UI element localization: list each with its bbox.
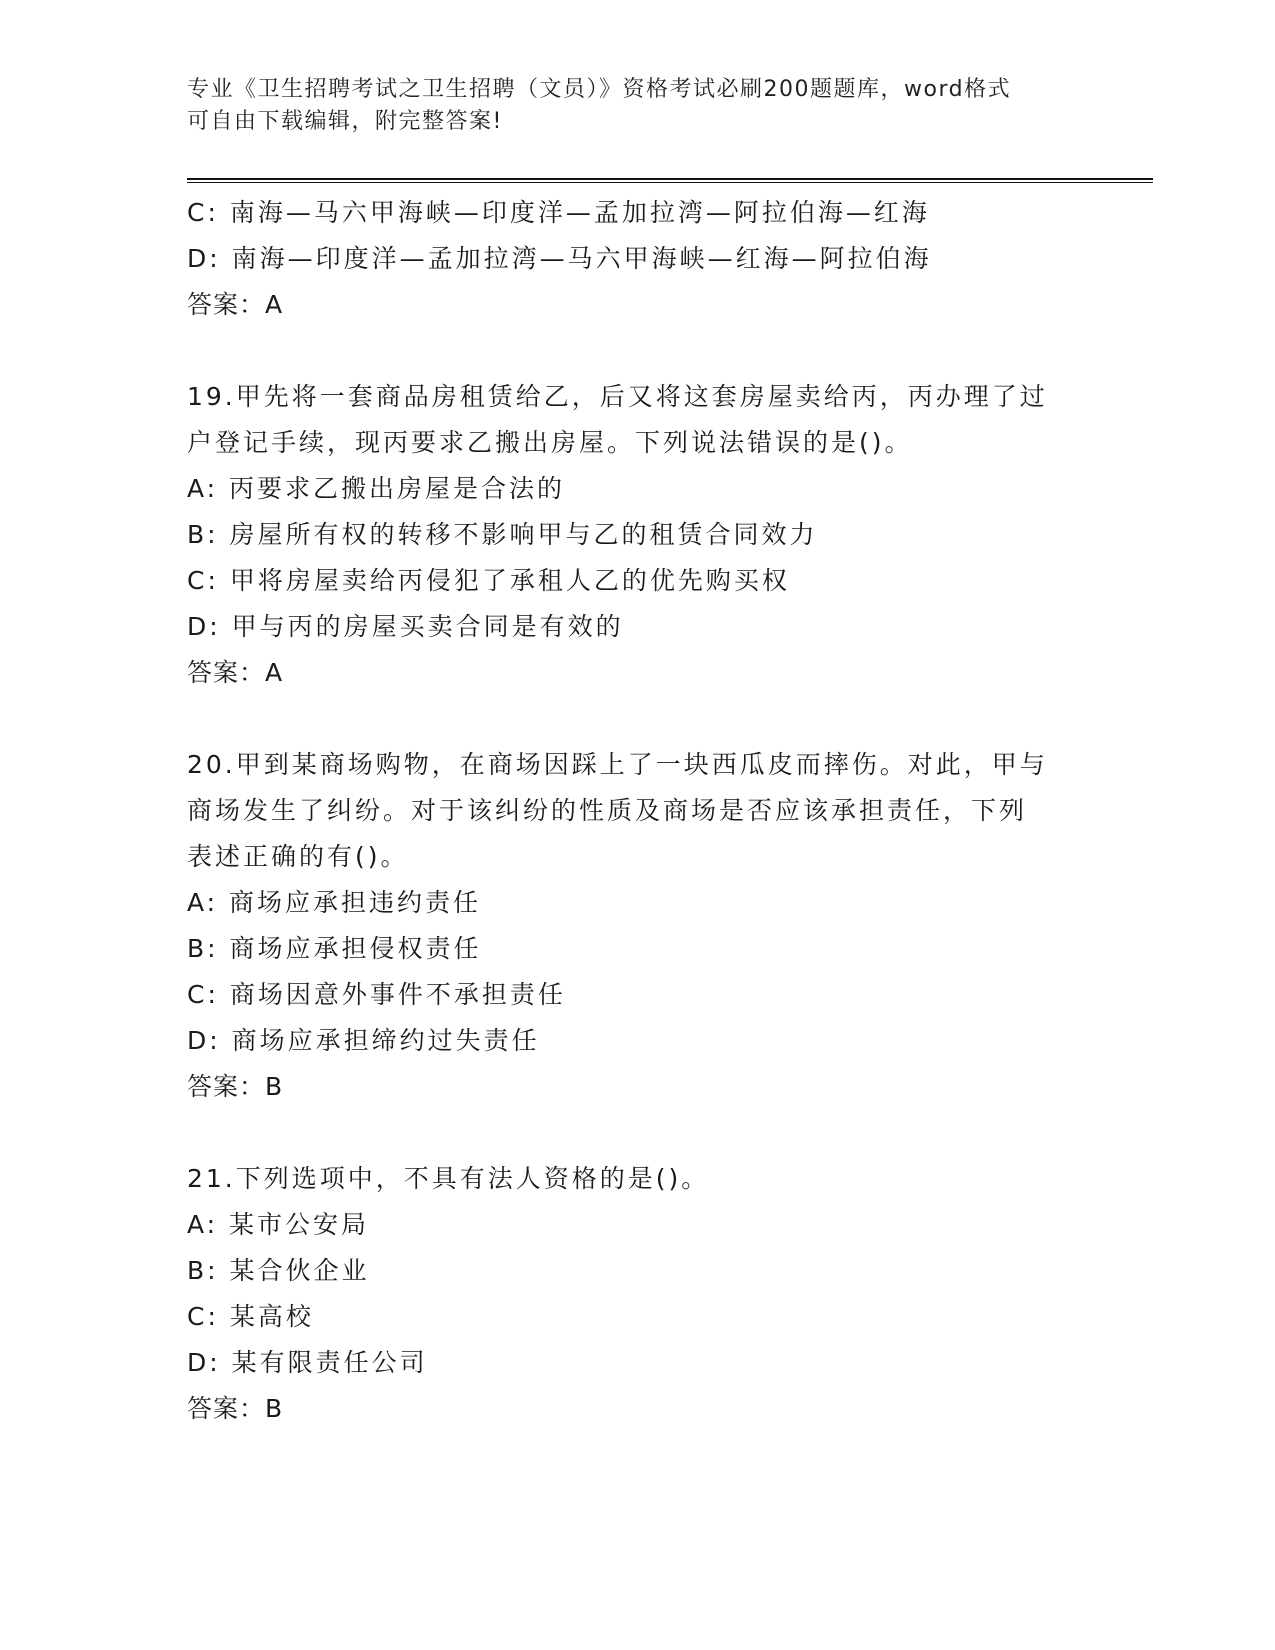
option-d: D: 商场应承担缔约过失责任 — [187, 1026, 540, 1055]
header-line-2: 可自由下载编辑，附完整答案! — [187, 109, 503, 134]
option-a: A: 某市公安局 — [187, 1210, 370, 1239]
option-a: A: 丙要求乙搬出房屋是合法的 — [187, 474, 566, 503]
question-stem-line: 21.下列选项中，不具有法人资格的是()。 — [187, 1164, 710, 1193]
option-d: D: 某有限责任公司 — [187, 1348, 428, 1377]
option-d: D: 甲与丙的房屋买卖合同是有效的 — [187, 612, 624, 641]
question-content — [187, 190, 1087, 1432]
option-c: C: 商场因意外事件不承担责任 — [187, 980, 566, 1009]
question-stem-line: 20.甲到某商场购物，在商场因踩上了一块西瓜皮而摔伤。对此，甲与 — [187, 750, 1048, 779]
spacer — [187, 1110, 1087, 1156]
header-line-1: 专业《卫生招聘考试之卫生招聘（文员）》资格考试必刷200题题库，word格式 — [187, 77, 1012, 102]
header-divider-thin — [187, 182, 1153, 183]
option-c: C: 某高校 — [187, 1302, 314, 1331]
answer-line: 答案：B — [187, 1072, 284, 1101]
question-20 — [187, 742, 1087, 1110]
question-stem-line: 户登记手续，现丙要求乙搬出房屋。下列说法错误的是()。 — [187, 428, 913, 457]
option-b: B: 房屋所有权的转移不影响甲与乙的租赁合同效力 — [187, 520, 818, 549]
spacer — [187, 328, 1087, 374]
option-a: A: 商场应承担违约责任 — [187, 888, 482, 917]
question-21 — [187, 1156, 1087, 1432]
spacer — [187, 696, 1087, 742]
option-d: D: 南海—印度洋—孟加拉湾—马六甲海峡—红海—阿拉伯海 — [187, 244, 932, 273]
question-stem-line: 19.甲先将一套商品房租赁给乙，后又将这套房屋卖给丙，丙办理了过 — [187, 382, 1048, 411]
question-stem-line: 商场发生了纠纷。对于该纠纷的性质及商场是否应该承担责任，下列 — [187, 796, 1028, 825]
answer-line: 答案：B — [187, 1394, 284, 1423]
option-b: B: 商场应承担侵权责任 — [187, 934, 482, 963]
continued-question — [187, 190, 1087, 328]
option-b: B: 某合伙企业 — [187, 1256, 370, 1285]
document-header — [187, 74, 1087, 138]
question-stem-line: 表述正确的有()。 — [187, 842, 409, 871]
option-c: C: 甲将房屋卖给丙侵犯了承租人乙的优先购买权 — [187, 566, 790, 595]
answer-line: 答案：A — [187, 658, 284, 687]
answer-line: 答案：A — [187, 290, 284, 319]
question-19 — [187, 374, 1087, 696]
header-divider — [187, 178, 1153, 180]
option-c: C: 南海—马六甲海峡—印度洋—孟加拉湾—阿拉伯海—红海 — [187, 198, 930, 227]
